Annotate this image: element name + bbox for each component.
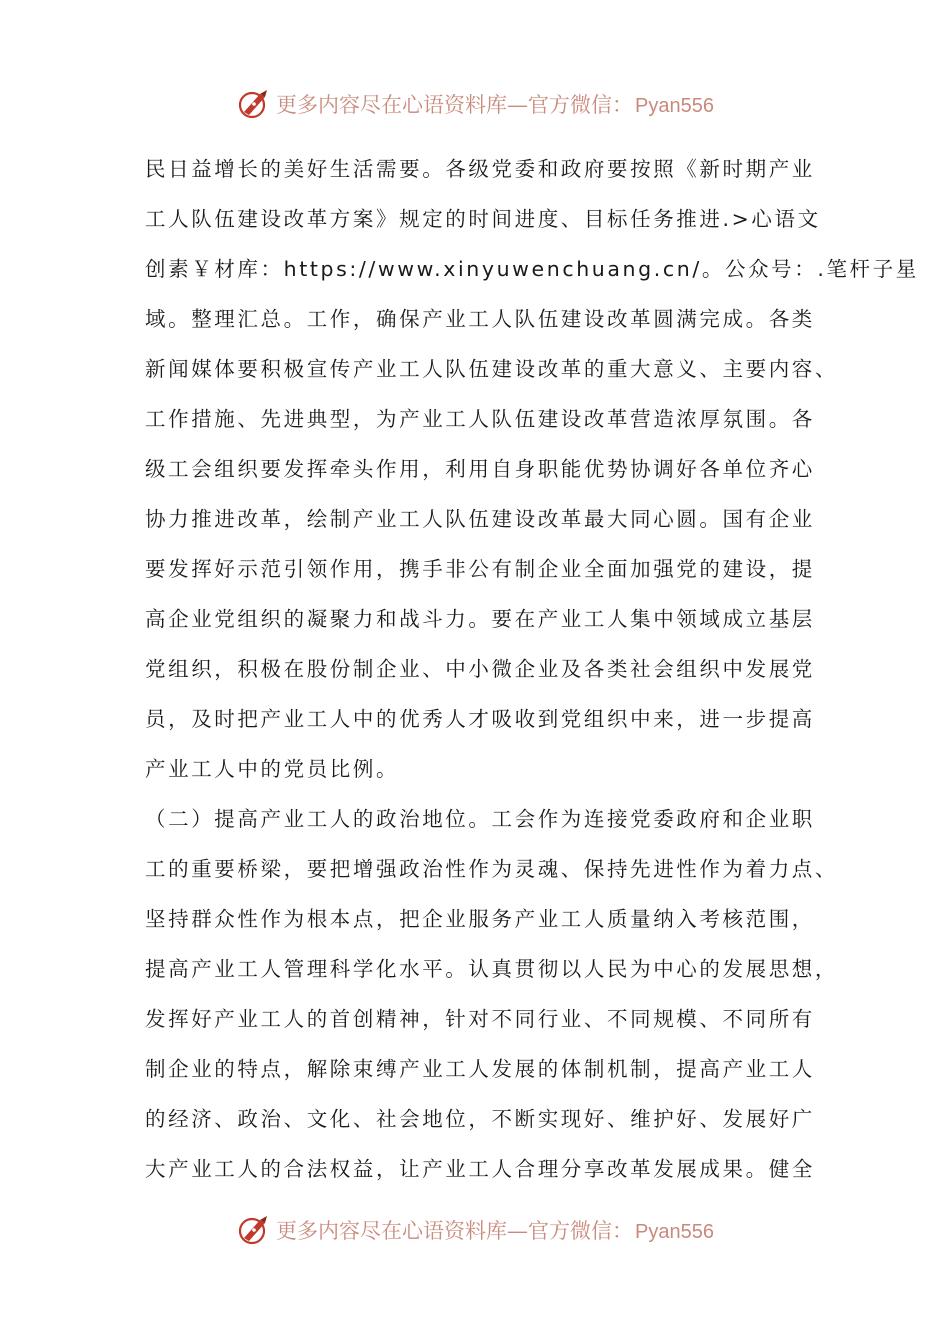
body-line: 民日益增长的美好生活需要。各级党委和政府要按照《新时期产业 bbox=[145, 157, 815, 181]
body-line: 产业工人中的党员比例。 bbox=[145, 757, 400, 781]
body-line: 新闻媒体要积极宣传产业工人队伍建设改革的重大意义、主要内容、 bbox=[145, 357, 838, 381]
body-line: 协力推进改革，绘制产业工人队伍建设改革最大同心圆。国有企业 bbox=[145, 507, 815, 531]
document-body bbox=[145, 144, 919, 1194]
body-line: 创素￥材库：https://www.xinyuwenchuang.cn/。公众号：.笔杆子星 bbox=[145, 257, 919, 281]
header-watermark bbox=[0, 84, 950, 124]
wechat-id: Pyan556 bbox=[635, 1221, 714, 1243]
watermark-text: 更多内容尽在心语资料库—官方微信： Pyan556 bbox=[276, 93, 714, 117]
body-line: 制企业的特点，解除束缚产业工人发展的体制机制，提高产业工人 bbox=[145, 1057, 815, 1081]
body-line: 党组织，积极在股份制企业、中小微企业及各类社会组织中发展党 bbox=[145, 657, 815, 681]
pen-nib-logo-icon bbox=[236, 1212, 272, 1248]
body-line: 工的重要桥梁，要把增强政治性作为灵魂、保持先进性作为着力点、 bbox=[145, 857, 838, 881]
body-line: 要发挥好示范引领作用，携手非公有制企业全面加强党的建设，提 bbox=[145, 557, 815, 581]
body-line: 的经济、政治、文化、社会地位，不断实现好、维护好、发展好广 bbox=[145, 1107, 815, 1131]
watermark-text: 更多内容尽在心语资料库—官方微信： Pyan556 bbox=[276, 1219, 714, 1243]
body-line: 域。整理汇总。工作，确保产业工人队伍建设改革圆满完成。各类 bbox=[145, 307, 815, 331]
footer-watermark bbox=[0, 1210, 950, 1250]
section-heading-line: （二）提高产业工人的政治地位。工会作为连接党委政府和企业职 bbox=[145, 807, 815, 831]
body-line: 提高产业工人管理科学化水平。认真贯彻以人民为中心的发展思想， bbox=[145, 957, 838, 981]
pen-nib-logo-icon bbox=[236, 86, 272, 122]
body-line: 发挥好产业工人的首创精神，针对不同行业、不同规模、不同所有 bbox=[145, 1007, 815, 1031]
body-line: 级工会组织要发挥牵头作用，利用自身职能优势协调好各单位齐心 bbox=[145, 457, 815, 481]
body-line: 大产业工人的合法权益，让产业工人合理分享改革发展成果。健全 bbox=[145, 1157, 815, 1181]
body-line: 高企业党组织的凝聚力和战斗力。要在产业工人集中领域成立基层 bbox=[145, 607, 815, 631]
body-line: 员，及时把产业工人中的优秀人才吸收到党组织中来，进一步提高 bbox=[145, 707, 815, 731]
wechat-id: Pyan556 bbox=[635, 95, 714, 117]
body-line: 工作措施、先进典型，为产业工人队伍建设改革营造浓厚氛围。各 bbox=[145, 407, 815, 431]
body-line: 工人队伍建设改革方案》规定的时间进度、目标任务推进.>心语文 bbox=[145, 207, 821, 231]
body-line: 坚持群众性作为根本点，把企业服务产业工人质量纳入考核范围， bbox=[145, 907, 815, 931]
